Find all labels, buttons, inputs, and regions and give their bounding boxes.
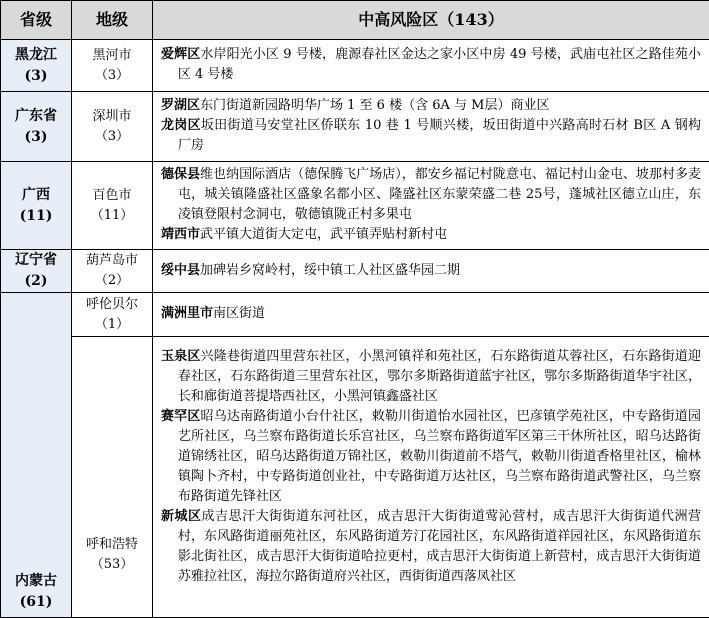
- district-name: 罗湖区: [161, 98, 200, 113]
- area-list: 坂田街道马安堂社区侨联东 10 巷 1 号顺兴楼，坂田街道中兴路高时石材 B区 A 钢构厂房: [178, 118, 701, 153]
- province-cell: [1, 162, 72, 250]
- district-name: 玉泉区: [161, 349, 201, 364]
- area-block: [161, 261, 701, 281]
- province-count: (3): [1, 66, 71, 87]
- area-list: 加碑岩乡窝岭村，绥中镇工人社区盛华园二期: [200, 263, 460, 278]
- district-name: 满洲里市: [161, 306, 213, 321]
- city-cell: [72, 293, 153, 337]
- province-cell: [1, 92, 72, 162]
- areas-cell: [153, 250, 709, 293]
- area-list: 东门街道新园路明华广场 1 至 6 楼（含 6A 与 M层）商业区: [200, 98, 549, 113]
- table-row: [1, 250, 709, 293]
- header-city: 地级: [72, 1, 153, 40]
- areas-cell: [153, 40, 709, 92]
- district-name: 绥中县: [161, 263, 200, 278]
- province-name: 辽宁省: [1, 250, 71, 271]
- areas-cell: [153, 337, 709, 618]
- area-block: [161, 116, 701, 156]
- city-count: （1）: [72, 315, 152, 335]
- district-name: 德保县: [161, 167, 200, 182]
- district-name: 爱辉区: [161, 47, 200, 62]
- table-row: [1, 293, 709, 337]
- table-header-row: [1, 1, 709, 40]
- province-cell: [1, 293, 72, 618]
- areas-cell: [153, 162, 709, 250]
- city-name: 呼伦贝尔: [72, 295, 152, 315]
- province-name: 广东省: [1, 106, 71, 127]
- province-count: (11): [1, 206, 71, 227]
- city-cell: [72, 337, 153, 618]
- table-row: [1, 162, 709, 250]
- district-name: 新城区: [161, 509, 202, 524]
- province-count: (61): [1, 592, 71, 613]
- province-cell: [1, 40, 72, 92]
- province-name: 内蒙古: [1, 571, 71, 592]
- area-list: 水岸阳光小区 9 号楼，鹿源春社区金达之家小区中房 49 号楼，武庙屯社区之路佳苑小区 4 号楼: [178, 47, 701, 82]
- province-name: 黑龙江: [1, 45, 71, 66]
- city-cell: [72, 40, 153, 92]
- district-name: 赛罕区: [161, 409, 201, 424]
- city-name: 百色市: [72, 186, 152, 206]
- city-name: 呼和浩特: [72, 535, 152, 555]
- province-name: 广西: [1, 185, 71, 206]
- city-count: （3）: [72, 66, 152, 86]
- province-count: (3): [1, 127, 71, 148]
- area-block: [161, 96, 701, 116]
- area-list: 成吉思汗大街街道东河社区，成吉思汗大街街道莺沁营村，成吉思汗大街街道代洲营村，东风路街道丽苑社区，东风路街道芳汀花园社区，东风路街道祥园社区，东风路街道东影北街社区，成吉思汗大街街道哈拉更村，成吉思汗大街街道上新营村，成吉思汗大街街道苏雅拉社区，海拉尔路街道府兴社区，西街街道西落凤社区: [178, 509, 701, 584]
- table-row: [1, 40, 709, 92]
- areas-cell: [153, 293, 709, 337]
- area-block: [161, 347, 701, 407]
- area-list: 南区街道: [213, 306, 265, 321]
- header-areas: 中高风险区（143）: [153, 1, 709, 40]
- area-block: [161, 45, 701, 85]
- table-row: [1, 92, 709, 162]
- table-row: [1, 337, 709, 618]
- district-name: 龙岗区: [161, 118, 201, 133]
- area-list: 兴隆巷街道四里营东社区，小黑河镇祥和苑社区，石东路街道苁蓉社区，石东路街道迎春社区，石东路街道三里营东社区，鄂尔多斯路街道蓝宇社区，鄂尔多斯路街道华宇社区，长和廊街道菩提塔西社区，小黑河镇鑫盛社区: [178, 349, 701, 404]
- area-block: [161, 407, 701, 507]
- area-list-container: [161, 347, 701, 613]
- city-cell: [72, 92, 153, 162]
- city-name: 葫芦岛市: [72, 251, 152, 271]
- city-cell: [72, 162, 153, 250]
- area-block: [161, 507, 701, 587]
- city-count: （2）: [72, 271, 152, 291]
- city-name: 黑河市: [72, 46, 152, 66]
- district-name: 靖西市: [161, 227, 200, 242]
- area-list: 武平镇大道街大定屯，武平镇弄贴村新村屯: [200, 227, 447, 242]
- header-province: 省级: [1, 1, 72, 40]
- area-block: [161, 304, 701, 324]
- city-name: 深圳市: [72, 107, 152, 127]
- city-cell: [72, 250, 153, 293]
- city-count: （3）: [72, 127, 152, 147]
- city-count: （11）: [72, 206, 152, 226]
- area-list: 昭乌达南路街道小台什社区，敕勒川街道怡水园社区，巴彦镇学苑社区，中专路街道园艺所社区，乌兰察布路街道长乐宫社区，乌兰察布路街道军区第三干休所社区，昭乌达路街道锦绣社区，昭乌达路街道万锦社区，敕勒川街道前不塔气，敕勒川街道香格里社区，榆林镇陶卜齐村，中专路街道创业社，中专路街道万达社区，乌兰察布路街道武警社区，乌兰察布路街道先锋社区: [178, 409, 701, 504]
- area-block: [161, 225, 701, 245]
- province-cell: [1, 250, 72, 293]
- areas-cell: [153, 92, 709, 162]
- area-list: 维也纳国际酒店（德保腾飞广场店），都安乡福记村陇意屯、福记村山金屯、坡那村多麦屯，城关镇隆盛社区盛象名都小区、隆盛社区东蒙荣盛二巷 25号，蓬城社区德立山庄，东凌镇登限村念洞屯，敬德镇陇正村多果屯: [178, 167, 701, 222]
- city-count: （53）: [72, 555, 152, 575]
- area-block: [161, 165, 701, 225]
- province-count: (2): [1, 271, 71, 292]
